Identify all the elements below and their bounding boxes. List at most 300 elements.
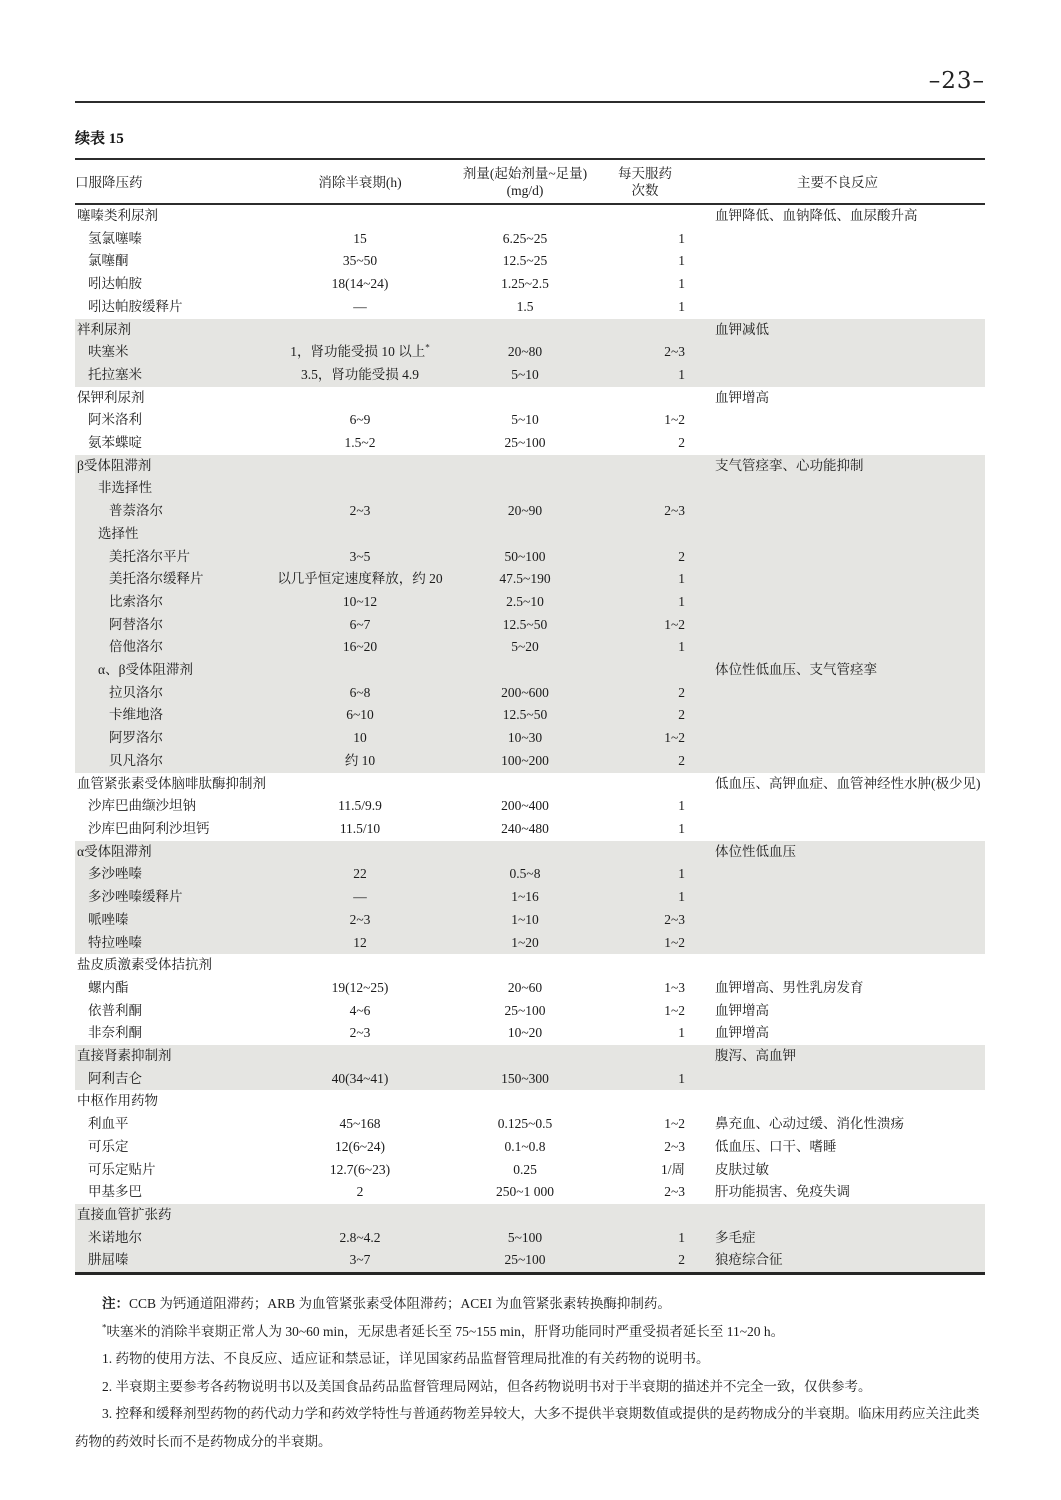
table-row [75, 364, 985, 387]
dose-cell [450, 954, 600, 977]
drug-name-cell: 血管紧张素受体脑啡肽酶抑制剂 [77, 775, 266, 791]
half-life-cell: 10~12 [342, 593, 378, 609]
half-life-cell: 12(6~24) [334, 1138, 386, 1154]
half-life-cell: 40(34~41) [331, 1070, 389, 1086]
times-per-day-cell: 1/周 [660, 1161, 685, 1177]
adverse-reaction-cell [690, 409, 985, 432]
table-row [75, 1113, 985, 1136]
drug-name-cell: 保钾利尿剂 [77, 389, 145, 405]
drug-name-cell: 袢利尿剂 [77, 321, 131, 337]
dose-cell [450, 455, 600, 478]
dose-cell: 1~20 [511, 934, 539, 950]
dose-cell [450, 773, 600, 796]
adverse-reaction-cell [690, 477, 985, 500]
times-per-day-cell: 1 [678, 366, 685, 382]
times-per-day-cell [600, 319, 690, 342]
dose-cell: 5~10 [511, 366, 539, 382]
half-life-cell: 11.5/9.9 [338, 798, 382, 814]
half-life-cell: 6~9 [349, 412, 371, 428]
half-life-cell [270, 1045, 450, 1068]
half-life-cell: 10 [353, 730, 367, 746]
header-dose-line1: 剂量(起始剂量~足量) [462, 166, 588, 181]
times-per-day-cell: 1~2 [664, 412, 685, 428]
adverse-reaction-cell [690, 523, 985, 546]
table-row [75, 1249, 985, 1273]
adverse-reaction-cell: 血钾减低 [715, 321, 769, 337]
drug-name-cell: 沙库巴曲阿利沙坦钙 [88, 820, 210, 836]
table-row [75, 591, 985, 614]
half-life-cell [270, 523, 450, 546]
half-life-cell: 22 [353, 866, 367, 882]
table-row [75, 614, 985, 637]
times-per-day-cell: 1~2 [664, 1002, 685, 1018]
antihypertensive-drug-table [75, 158, 985, 1275]
adverse-reaction-cell [690, 614, 985, 637]
half-life-cell [270, 1090, 450, 1113]
drug-name-cell: 多沙唑嗪 [88, 866, 142, 882]
times-per-day-cell: 2 [678, 435, 685, 451]
table-row [75, 659, 985, 682]
dose-cell: 12.5~50 [502, 616, 548, 632]
times-per-day-cell [600, 954, 690, 977]
adverse-reaction-cell [690, 886, 985, 909]
table-row [75, 886, 985, 909]
dose-cell: 5~10 [511, 412, 539, 428]
times-per-day-cell: 1~2 [664, 730, 685, 746]
adverse-reaction-cell: 血钾增高 [715, 1002, 769, 1018]
drug-name-cell: 比索洛尔 [109, 593, 163, 609]
drug-name-cell: 利血平 [88, 1116, 129, 1132]
drug-name-cell: 吲达帕胺缓释片 [88, 298, 183, 314]
adverse-reaction-cell [690, 704, 985, 727]
adverse-reaction-cell: 低血压、高钾血症、血管神经性水肿(极少见) [715, 775, 981, 791]
half-life-cell: 12 [353, 934, 367, 950]
adverse-reaction-cell [690, 432, 985, 455]
dose-cell [450, 523, 600, 546]
times-per-day-cell [600, 455, 690, 478]
adverse-reaction-cell [690, 682, 985, 705]
note-1: 1. 药物的使用方法、不良反应、适应证和禁忌证，详见国家药品监督管理局批准的有关药物的说明书。 [102, 1351, 710, 1367]
table-row [75, 977, 985, 1000]
half-life-cell: 3~7 [349, 1252, 371, 1268]
dose-cell: 20~60 [507, 979, 543, 995]
table-row [75, 863, 985, 886]
note-abbreviations-text: CCB 为钙通道阻滞药；ARB 为血管紧张素受体阻滞药；ACEI 为血管紧张素转换酶抑制药。 [129, 1296, 671, 1312]
times-per-day-cell: 1 [678, 253, 685, 269]
drug-name-cell: 阿利吉仑 [88, 1070, 142, 1086]
drug-name-cell: 沙库巴曲缬沙坦钠 [88, 798, 196, 814]
dose-cell: 1~16 [511, 889, 539, 905]
table-row [75, 1022, 985, 1045]
drug-name-cell: 拉贝洛尔 [109, 684, 163, 700]
dose-cell: 0.125~0.5 [497, 1116, 553, 1132]
times-per-day-cell: 1 [678, 1229, 685, 1245]
dose-cell: 250~1 000 [496, 1184, 554, 1200]
adverse-reaction-cell: 血钾增高、男性乳房发育 [715, 979, 864, 995]
drug-name-cell: 哌唑嗪 [88, 911, 129, 927]
drug-name-cell: 螺内酯 [88, 979, 129, 995]
drug-name-cell: 米诺地尔 [88, 1229, 142, 1245]
note-3: 3. 控释和缓释剂型药物的药代动力学和药效学特性与普通药物差异较大，大多不提供半衰期数值或提供的是药物成分的半衰期。临床用药应关注此类药物的药效时长而不是药物成分的半衰期。 [75, 1406, 980, 1449]
drug-name-cell: 氨苯蝶啶 [88, 435, 142, 451]
times-per-day-cell: 2 [678, 548, 685, 564]
table-row [75, 546, 985, 569]
times-per-day-cell: 1~2 [664, 616, 685, 632]
drug-name-cell: 依普利酮 [88, 1002, 142, 1018]
adverse-reaction-cell [690, 1090, 985, 1113]
times-per-day-cell [600, 659, 690, 682]
adverse-reaction-cell [690, 1068, 985, 1091]
note-2: 2. 半衰期主要参考各药物说明书以及美国食品药品监督管理局网站，但各药物说明书对于半衰期的描述并不完全一致，仅供参考。 [102, 1378, 872, 1394]
table-row [75, 477, 985, 500]
half-life-cell: 2~3 [349, 911, 371, 927]
table-row [75, 1181, 985, 1204]
dose-cell: 47.5~190 [499, 571, 551, 587]
header-drug-name: 口服降压药 [75, 174, 143, 190]
dose-cell: 20~90 [507, 503, 543, 519]
footnotes [75, 1290, 985, 1455]
adverse-reaction-cell [690, 546, 985, 569]
header-adverse-reactions: 主要不良反应 [797, 174, 878, 190]
dose-cell [450, 1204, 600, 1227]
times-per-day-cell: 1 [678, 1025, 685, 1041]
dose-cell [450, 841, 600, 864]
drug-name-cell: 选择性 [98, 525, 139, 541]
adverse-reaction-cell [690, 1204, 985, 1227]
adverse-reaction-cell: 支气管痉挛、心功能抑制 [715, 457, 864, 473]
half-life-cell [270, 1204, 450, 1227]
times-per-day-cell [600, 477, 690, 500]
adverse-reaction-cell [690, 727, 985, 750]
asterisk-mark: * [425, 342, 430, 353]
half-life-cell [270, 841, 450, 864]
drug-name-cell: 氯噻酮 [88, 253, 129, 269]
times-per-day-cell [600, 1090, 690, 1113]
adverse-reaction-cell [690, 863, 985, 886]
header-dose [450, 159, 600, 204]
half-life-cell: 6~10 [346, 707, 374, 723]
times-per-day-cell [600, 387, 690, 410]
adverse-reaction-cell [690, 954, 985, 977]
half-life-cell [270, 319, 450, 342]
dose-cell: 1~10 [511, 911, 539, 927]
dose-cell: 1.25~2.5 [501, 276, 549, 292]
dose-cell: 6.25~25 [502, 230, 548, 246]
half-life-cell: 约 10 [344, 752, 376, 768]
half-life-cell: 4~6 [349, 1002, 371, 1018]
times-per-day-cell: 2 [678, 707, 685, 723]
dose-cell: 50~100 [504, 548, 546, 564]
header-dose-line2: (mg/d) [506, 183, 544, 198]
table-row [75, 841, 985, 864]
adverse-reaction-cell [690, 228, 985, 251]
times-per-day-cell [600, 204, 690, 228]
drug-name-cell: 直接血管扩张药 [77, 1206, 172, 1222]
adverse-reaction-cell [690, 909, 985, 932]
half-life-cell: — [353, 298, 367, 314]
table-row [75, 273, 985, 296]
drug-name-cell: 阿罗洛尔 [109, 730, 163, 746]
header-half-life: 消除半衰期(h) [318, 174, 402, 190]
drug-name-cell: 非选择性 [98, 480, 152, 496]
adverse-reaction-cell [690, 750, 985, 773]
table-row [75, 704, 985, 727]
half-life-cell: 3~5 [349, 548, 371, 564]
drug-name-cell: 氢氯噻嗪 [88, 230, 142, 246]
dose-cell: 25~100 [504, 1002, 546, 1018]
adverse-reaction-cell [690, 932, 985, 955]
table-row [75, 795, 985, 818]
times-per-day-cell: 2 [678, 1252, 685, 1268]
dose-cell: 20~80 [507, 344, 543, 360]
table-row [75, 954, 985, 977]
adverse-reaction-cell [690, 500, 985, 523]
adverse-reaction-cell: 腹泻、高血钾 [715, 1048, 796, 1064]
table-row [75, 568, 985, 591]
table-row [75, 727, 985, 750]
half-life-cell: — [353, 889, 367, 905]
table-row [75, 750, 985, 773]
times-per-day-cell: 2~3 [664, 1184, 685, 1200]
half-life-cell: 2~3 [349, 503, 371, 519]
table-header [75, 159, 985, 204]
dose-cell: 10~20 [507, 1025, 543, 1041]
note-furosemide [75, 1318, 985, 1346]
table-row [75, 1159, 985, 1182]
half-life-cell [270, 455, 450, 478]
adverse-reaction-cell [690, 818, 985, 841]
adverse-reaction-cell: 多毛症 [715, 1229, 756, 1245]
drug-name-cell: 直接肾素抑制剂 [77, 1048, 172, 1064]
half-life-cell: 11.5/10 [339, 820, 381, 836]
table-row [75, 636, 985, 659]
adverse-reaction-cell: 皮肤过敏 [715, 1161, 769, 1177]
drug-name-cell: 多沙唑嗪缓释片 [88, 889, 183, 905]
times-per-day-cell: 1~2 [664, 1116, 685, 1132]
drug-name-cell: 噻嗪类利尿剂 [77, 208, 158, 223]
half-life-cell [270, 204, 450, 228]
table-row [75, 250, 985, 273]
table-row [75, 682, 985, 705]
half-life-cell: 45~168 [339, 1116, 381, 1132]
adverse-reaction-cell: 狼疮综合征 [715, 1252, 783, 1268]
adverse-reaction-cell [690, 636, 985, 659]
times-per-day-cell: 1 [678, 866, 685, 882]
note-furosemide-text: 呋塞米的消除半衰期正常人为 30~60 min，无尿患者延长至 75~155 min，肝肾功能同时严重受损者延长至 11~20 h。 [106, 1323, 785, 1339]
table-row [75, 1227, 985, 1250]
times-per-day-cell [600, 773, 690, 796]
adverse-reaction-cell [690, 296, 985, 319]
times-per-day-cell: 1 [678, 571, 685, 587]
half-life-cell [270, 659, 450, 682]
table-row [75, 1090, 985, 1113]
half-life-cell: 1，肾功能受损 10 以上* [290, 342, 430, 360]
drug-name-cell: 托拉塞米 [88, 366, 142, 382]
times-per-day-cell: 2~3 [664, 344, 685, 360]
note-abbreviations [75, 1290, 985, 1318]
drug-name-cell: 盐皮质激素受体拮抗剂 [77, 957, 212, 973]
adverse-reaction-cell [690, 341, 985, 364]
table-row [75, 1136, 985, 1159]
drug-name-cell: 呋塞米 [88, 344, 129, 360]
table-row [75, 409, 985, 432]
dose-cell [450, 319, 600, 342]
drug-name-cell: 倍他洛尔 [109, 639, 163, 655]
times-per-day-cell: 1 [678, 1070, 685, 1086]
table-row [75, 909, 985, 932]
table-row [75, 228, 985, 251]
times-per-day-cell [600, 841, 690, 864]
dose-cell: 150~300 [501, 1070, 549, 1086]
dose-cell: 25~100 [504, 435, 546, 451]
table-row [75, 387, 985, 410]
drug-name-cell: α、β受体阻滞剂 [98, 662, 193, 678]
asterisk-mark: * [102, 1322, 107, 1333]
half-life-cell: 2.8~4.2 [339, 1229, 381, 1245]
drug-name-cell: 美托洛尔缓释片 [109, 571, 204, 587]
drug-name-cell: 贝凡洛尔 [109, 752, 163, 768]
half-life-cell: 18(14~24) [331, 276, 389, 292]
table-row [75, 818, 985, 841]
dose-cell: 12.5~25 [502, 253, 548, 269]
dose-cell: 240~480 [501, 820, 549, 836]
table-row [75, 1045, 985, 1068]
dose-cell [450, 1090, 600, 1113]
drug-name-cell: 阿替洛尔 [109, 616, 163, 632]
dose-cell: 12.5~50 [502, 707, 548, 723]
table-row [75, 296, 985, 319]
adverse-reaction-cell [690, 591, 985, 614]
adverse-reaction-cell [690, 795, 985, 818]
header-times-line1: 每天服药 [618, 166, 672, 181]
drug-name-cell: 可乐定贴片 [88, 1161, 156, 1177]
half-life-cell: 35~50 [342, 253, 378, 269]
half-life-cell: 以几乎恒定速度释放，约 20 [277, 571, 443, 587]
half-life-cell: 15 [353, 230, 367, 246]
table-row [75, 455, 985, 478]
header-row [75, 159, 985, 204]
table-row [75, 932, 985, 955]
times-per-day-cell: 2 [678, 752, 685, 768]
adverse-reaction-cell: 血钾增高 [715, 1025, 769, 1041]
times-per-day-cell: 1 [678, 798, 685, 814]
dose-cell [450, 387, 600, 410]
adverse-reaction-cell: 血钾降低、血钠降低、血尿酸升高 [715, 208, 918, 223]
times-per-day-cell: 1~3 [664, 979, 685, 995]
page-number: –23– [928, 68, 985, 94]
adverse-reaction-cell [690, 250, 985, 273]
table-row [75, 319, 985, 342]
header-times-line2: 次数 [631, 183, 659, 198]
times-per-day-cell: 1 [678, 820, 685, 836]
table-row [75, 204, 985, 228]
dose-cell: 1.5 [516, 298, 534, 314]
dose-cell [450, 204, 600, 228]
adverse-reaction-cell: 体位性低血压 [715, 843, 796, 859]
half-life-cell: 6~8 [349, 684, 371, 700]
half-life-cell: 12.7(6~23) [329, 1161, 391, 1177]
times-per-day-cell: 1 [678, 276, 685, 292]
dose-cell [450, 1045, 600, 1068]
adverse-reaction-cell [690, 273, 985, 296]
dose-cell: 25~100 [504, 1252, 546, 1268]
drug-name-cell: 肼屈嗪 [88, 1252, 129, 1268]
half-life-cell: 2~3 [349, 1025, 371, 1041]
adverse-reaction-cell: 肝功能损害、免疫失调 [715, 1184, 850, 1200]
table-row [75, 773, 985, 796]
half-life-cell [270, 387, 450, 410]
dose-cell: 0.5~8 [509, 866, 541, 882]
adverse-reaction-cell [690, 568, 985, 591]
drug-name-cell: 卡维地洛 [109, 707, 163, 723]
table-row [75, 523, 985, 546]
dose-cell [450, 477, 600, 500]
dose-cell: 200~600 [501, 684, 549, 700]
dose-cell: 0.1~0.8 [504, 1138, 546, 1154]
table-row [75, 500, 985, 523]
times-per-day-cell: 2 [678, 684, 685, 700]
drug-name-cell: 吲达帕胺 [88, 276, 142, 292]
half-life-cell [270, 954, 450, 977]
table-caption: 续表 15 [75, 131, 124, 147]
times-per-day-cell [600, 1045, 690, 1068]
drug-name-cell: 特拉唑嗪 [88, 934, 142, 950]
times-per-day-cell: 1 [678, 593, 685, 609]
note-label: 注： [102, 1296, 129, 1312]
dose-cell: 100~200 [501, 752, 549, 768]
times-per-day-cell: 1 [678, 230, 685, 246]
times-per-day-cell [600, 1204, 690, 1227]
times-per-day-cell: 2~3 [664, 1138, 685, 1154]
drug-name-cell: 普萘洛尔 [109, 503, 163, 519]
table-row [75, 1204, 985, 1227]
dose-cell: 200~400 [501, 798, 549, 814]
adverse-reaction-cell: 血钾增高 [715, 389, 769, 405]
table-row [75, 432, 985, 455]
dose-cell: 10~30 [507, 730, 543, 746]
drug-name-cell: 可乐定 [88, 1138, 129, 1154]
times-per-day-cell [600, 523, 690, 546]
drug-name-cell: 阿米洛利 [88, 412, 142, 428]
drug-name-cell: α受体阻滞剂 [77, 843, 152, 859]
dose-cell: 5~100 [507, 1229, 543, 1245]
times-per-day-cell: 2~3 [664, 503, 685, 519]
times-per-day-cell: 1 [678, 298, 685, 314]
half-life-cell: 19(12~25) [331, 979, 389, 995]
times-per-day-cell: 1 [678, 889, 685, 905]
drug-name-cell: 中枢作用药物 [77, 1093, 158, 1109]
table-row [75, 1000, 985, 1023]
half-life-cell [270, 773, 450, 796]
half-life-cell: 1.5~2 [344, 435, 376, 451]
table-row [75, 1068, 985, 1091]
times-per-day-cell: 1~2 [664, 934, 685, 950]
half-life-cell: 6~7 [349, 616, 371, 632]
adverse-reaction-cell: 体位性低血压、支气管痉挛 [715, 662, 877, 678]
table-row [75, 341, 985, 364]
adverse-reaction-cell: 低血压、口干、嗜睡 [715, 1138, 837, 1154]
half-life-cell: 3.5，肾功能受损 4.9 [300, 366, 420, 382]
drug-name-cell: 非奈利酮 [88, 1025, 142, 1041]
drug-name-cell: 美托洛尔平片 [109, 548, 190, 564]
times-per-day-cell: 1 [678, 639, 685, 655]
header-times-per-day [600, 159, 690, 204]
dose-cell [450, 659, 600, 682]
half-life-cell [270, 477, 450, 500]
half-life-cell: 2 [356, 1184, 364, 1200]
half-life-cell: 16~20 [342, 639, 378, 655]
table-body [75, 204, 985, 1274]
